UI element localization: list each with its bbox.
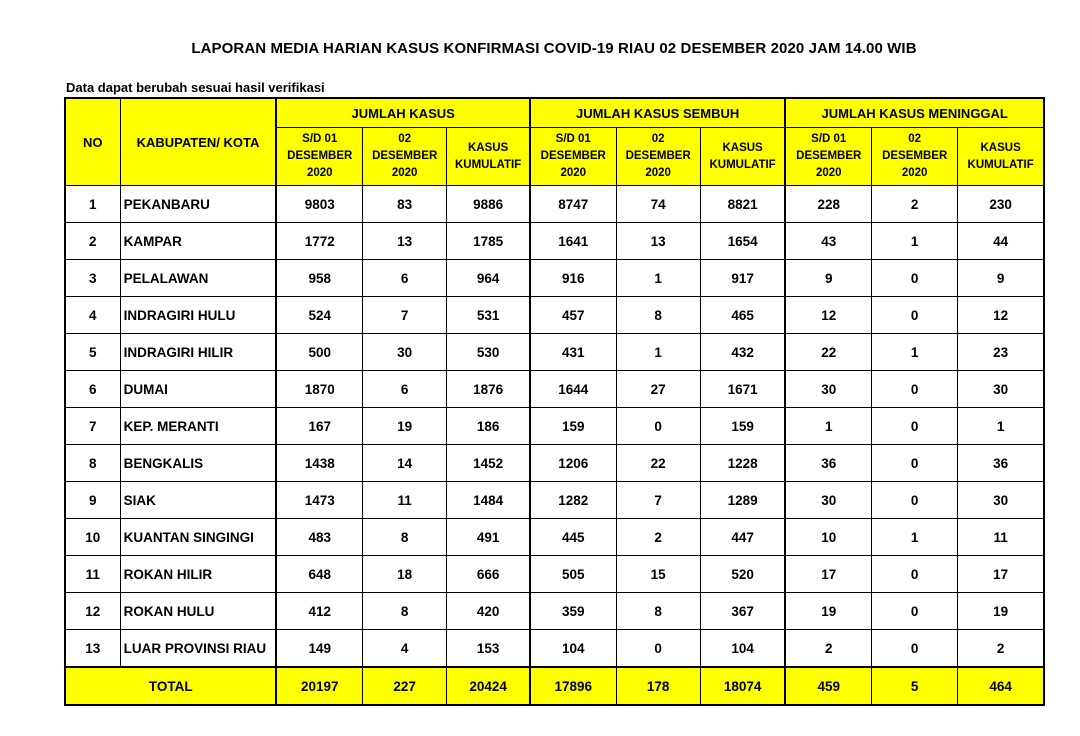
row-kasus-sd: 9803 <box>276 186 362 223</box>
row-meninggal-kumulatif: 30 <box>958 371 1044 408</box>
row-kasus-day: 14 <box>363 445 447 482</box>
header-sembuh-day: 02 DESEMBER 2020 <box>616 128 700 186</box>
row-kasus-sd: 149 <box>276 630 362 668</box>
row-sembuh-kumulatif: 159 <box>700 408 785 445</box>
row-kasus-day: 18 <box>363 556 447 593</box>
row-kasus-day: 13 <box>363 223 447 260</box>
row-kasus-sd: 483 <box>276 519 362 556</box>
table-row <box>65 630 1044 668</box>
row-kabupaten: KEP. MERANTI <box>120 408 276 445</box>
row-kasus-day: 11 <box>363 482 447 519</box>
row-meninggal-day: 0 <box>872 260 958 297</box>
row-kasus-day: 4 <box>363 630 447 668</box>
total-sembuh-kumulatif: 18074 <box>700 667 785 705</box>
row-meninggal-day: 1 <box>872 519 958 556</box>
row-kasus-sd: 167 <box>276 408 362 445</box>
verification-note: Data dapat berubah sesuai hasil verifikasi <box>66 80 325 95</box>
row-sembuh-kumulatif: 1671 <box>700 371 785 408</box>
row-no: 3 <box>65 260 120 297</box>
row-meninggal-kumulatif: 17 <box>958 556 1044 593</box>
row-meninggal-sd: 1 <box>785 408 871 445</box>
header-no: NO <box>65 98 120 186</box>
row-sembuh-day: 15 <box>616 556 700 593</box>
header-kasus-kumulatif: KASUS KUMULATIF <box>447 128 530 186</box>
row-meninggal-sd: 36 <box>785 445 871 482</box>
row-kasus-sd: 1772 <box>276 223 362 260</box>
row-kabupaten: SIAK <box>120 482 276 519</box>
row-no: 8 <box>65 445 120 482</box>
row-sembuh-kumulatif: 917 <box>700 260 785 297</box>
row-sembuh-day: 0 <box>616 408 700 445</box>
row-meninggal-kumulatif: 2 <box>958 630 1044 668</box>
row-sembuh-sd: 359 <box>530 593 616 630</box>
row-kasus-kumulatif: 153 <box>447 630 530 668</box>
row-meninggal-sd: 12 <box>785 297 871 334</box>
row-kasus-kumulatif: 491 <box>447 519 530 556</box>
header-meninggal-day: 02 DESEMBER 2020 <box>872 128 958 186</box>
row-kasus-day: 7 <box>363 297 447 334</box>
row-kabupaten: PELALAWAN <box>120 260 276 297</box>
row-sembuh-kumulatif: 8821 <box>700 186 785 223</box>
row-kasus-kumulatif: 531 <box>447 297 530 334</box>
row-meninggal-kumulatif: 30 <box>958 482 1044 519</box>
row-kasus-kumulatif: 420 <box>447 593 530 630</box>
row-sembuh-kumulatif: 1289 <box>700 482 785 519</box>
row-meninggal-kumulatif: 36 <box>958 445 1044 482</box>
row-kabupaten: INDRAGIRI HULU <box>120 297 276 334</box>
row-meninggal-sd: 30 <box>785 371 871 408</box>
row-meninggal-kumulatif: 230 <box>958 186 1044 223</box>
row-sembuh-kumulatif: 104 <box>700 630 785 668</box>
row-no: 11 <box>65 556 120 593</box>
total-sembuh-sd: 17896 <box>530 667 616 705</box>
row-no: 4 <box>65 297 120 334</box>
row-meninggal-sd: 228 <box>785 186 871 223</box>
row-meninggal-kumulatif: 11 <box>958 519 1044 556</box>
header-sembuh-kumulatif: KASUS KUMULATIF <box>700 128 785 186</box>
row-sembuh-sd: 1641 <box>530 223 616 260</box>
table-body <box>65 186 1044 706</box>
row-no: 13 <box>65 630 120 668</box>
row-kasus-kumulatif: 1452 <box>447 445 530 482</box>
row-meninggal-sd: 10 <box>785 519 871 556</box>
header-meninggal-kumulatif: KASUS KUMULATIF <box>958 128 1044 186</box>
table-row <box>65 186 1044 223</box>
total-kasus-sd: 20197 <box>276 667 362 705</box>
total-meninggal-kumulatif: 464 <box>958 667 1044 705</box>
row-sembuh-kumulatif: 520 <box>700 556 785 593</box>
row-sembuh-day: 1 <box>616 334 700 371</box>
row-sembuh-kumulatif: 1654 <box>700 223 785 260</box>
row-sembuh-day: 27 <box>616 371 700 408</box>
row-meninggal-day: 0 <box>872 593 958 630</box>
covid-report-table <box>64 97 1045 706</box>
row-sembuh-kumulatif: 367 <box>700 593 785 630</box>
row-sembuh-day: 74 <box>616 186 700 223</box>
row-meninggal-kumulatif: 9 <box>958 260 1044 297</box>
row-kasus-day: 6 <box>363 371 447 408</box>
row-no: 10 <box>65 519 120 556</box>
row-kabupaten: ROKAN HULU <box>120 593 276 630</box>
table-row <box>65 482 1044 519</box>
row-sembuh-sd: 457 <box>530 297 616 334</box>
table-row <box>65 593 1044 630</box>
report-title: LAPORAN MEDIA HARIAN KASUS KONFIRMASI COVID-19 RIAU 02 DESEMBER 2020 JAM 14.00 WIB <box>191 40 917 57</box>
header-kasus-sd: S/D 01 DESEMBER 2020 <box>276 128 362 186</box>
row-no: 9 <box>65 482 120 519</box>
row-sembuh-sd: 445 <box>530 519 616 556</box>
row-meninggal-day: 0 <box>872 630 958 668</box>
table-row <box>65 445 1044 482</box>
table-row <box>65 519 1044 556</box>
header-kasus-day: 02 DESEMBER 2020 <box>363 128 447 186</box>
row-meninggal-sd: 9 <box>785 260 871 297</box>
row-kasus-sd: 1870 <box>276 371 362 408</box>
row-kasus-day: 19 <box>363 408 447 445</box>
header-sembuh-sd: S/D 01 DESEMBER 2020 <box>530 128 616 186</box>
row-kabupaten: PEKANBARU <box>120 186 276 223</box>
row-meninggal-sd: 22 <box>785 334 871 371</box>
row-sembuh-sd: 505 <box>530 556 616 593</box>
row-kasus-day: 8 <box>363 519 447 556</box>
row-sembuh-sd: 1282 <box>530 482 616 519</box>
row-sembuh-day: 7 <box>616 482 700 519</box>
header-meninggal-sd: S/D 01 DESEMBER 2020 <box>785 128 871 186</box>
table-row <box>65 334 1044 371</box>
row-kasus-kumulatif: 186 <box>447 408 530 445</box>
table-row <box>65 260 1044 297</box>
row-sembuh-day: 22 <box>616 445 700 482</box>
header-jumlah-kasus: JUMLAH KASUS <box>276 98 530 128</box>
row-no: 5 <box>65 334 120 371</box>
row-meninggal-day: 2 <box>872 186 958 223</box>
header-jumlah-meninggal: JUMLAH KASUS MENINGGAL <box>785 98 1044 128</box>
row-meninggal-kumulatif: 19 <box>958 593 1044 630</box>
row-sembuh-day: 1 <box>616 260 700 297</box>
total-kasus-day: 227 <box>363 667 447 705</box>
row-sembuh-sd: 104 <box>530 630 616 668</box>
row-kabupaten: LUAR PROVINSI RIAU <box>120 630 276 668</box>
row-meninggal-day: 0 <box>872 556 958 593</box>
row-sembuh-day: 13 <box>616 223 700 260</box>
row-sembuh-sd: 159 <box>530 408 616 445</box>
row-kasus-kumulatif: 1785 <box>447 223 530 260</box>
row-no: 12 <box>65 593 120 630</box>
table-row <box>65 556 1044 593</box>
row-kasus-kumulatif: 1876 <box>447 371 530 408</box>
total-sembuh-day: 178 <box>616 667 700 705</box>
row-sembuh-sd: 1206 <box>530 445 616 482</box>
row-meninggal-sd: 30 <box>785 482 871 519</box>
row-kasus-sd: 958 <box>276 260 362 297</box>
row-meninggal-day: 1 <box>872 334 958 371</box>
row-meninggal-day: 0 <box>872 408 958 445</box>
row-sembuh-day: 8 <box>616 297 700 334</box>
row-meninggal-kumulatif: 44 <box>958 223 1044 260</box>
row-meninggal-kumulatif: 1 <box>958 408 1044 445</box>
row-kabupaten: KUANTAN SINGINGI <box>120 519 276 556</box>
row-meninggal-kumulatif: 12 <box>958 297 1044 334</box>
row-sembuh-kumulatif: 465 <box>700 297 785 334</box>
row-meninggal-day: 0 <box>872 371 958 408</box>
total-meninggal-sd: 459 <box>785 667 871 705</box>
row-meninggal-sd: 19 <box>785 593 871 630</box>
row-sembuh-kumulatif: 1228 <box>700 445 785 482</box>
row-no: 2 <box>65 223 120 260</box>
row-kasus-sd: 500 <box>276 334 362 371</box>
row-sembuh-sd: 916 <box>530 260 616 297</box>
row-kasus-sd: 412 <box>276 593 362 630</box>
row-kasus-kumulatif: 530 <box>447 334 530 371</box>
table-row <box>65 408 1044 445</box>
row-kasus-kumulatif: 9886 <box>447 186 530 223</box>
row-kasus-day: 83 <box>363 186 447 223</box>
row-meninggal-sd: 43 <box>785 223 871 260</box>
row-sembuh-kumulatif: 432 <box>700 334 785 371</box>
row-meninggal-sd: 2 <box>785 630 871 668</box>
row-meninggal-day: 0 <box>872 482 958 519</box>
row-kasus-day: 8 <box>363 593 447 630</box>
row-kabupaten: DUMAI <box>120 371 276 408</box>
row-meninggal-day: 1 <box>872 223 958 260</box>
row-kabupaten: BENGKALIS <box>120 445 276 482</box>
row-sembuh-day: 2 <box>616 519 700 556</box>
row-kabupaten: ROKAN HILIR <box>120 556 276 593</box>
header-jumlah-sembuh: JUMLAH KASUS SEMBUH <box>530 98 786 128</box>
total-label: TOTAL <box>65 667 276 705</box>
total-kasus-kumulatif: 20424 <box>447 667 530 705</box>
row-sembuh-sd: 1644 <box>530 371 616 408</box>
header-kabupaten: KABUPATEN/ KOTA <box>120 98 276 186</box>
row-kasus-sd: 648 <box>276 556 362 593</box>
row-sembuh-day: 8 <box>616 593 700 630</box>
row-kasus-kumulatif: 666 <box>447 556 530 593</box>
table-row <box>65 371 1044 408</box>
header-row-groups <box>65 98 1044 128</box>
row-no: 6 <box>65 371 120 408</box>
row-kasus-day: 30 <box>363 334 447 371</box>
row-meninggal-day: 0 <box>872 297 958 334</box>
row-kasus-day: 6 <box>363 260 447 297</box>
row-kabupaten: INDRAGIRI HILIR <box>120 334 276 371</box>
row-sembuh-kumulatif: 447 <box>700 519 785 556</box>
total-meninggal-day: 5 <box>872 667 958 705</box>
table-row <box>65 297 1044 334</box>
table-row <box>65 223 1044 260</box>
row-kasus-sd: 1438 <box>276 445 362 482</box>
row-kasus-kumulatif: 1484 <box>447 482 530 519</box>
row-sembuh-day: 0 <box>616 630 700 668</box>
row-kasus-kumulatif: 964 <box>447 260 530 297</box>
total-row <box>65 667 1044 705</box>
row-meninggal-sd: 17 <box>785 556 871 593</box>
row-no: 7 <box>65 408 120 445</box>
row-meninggal-day: 0 <box>872 445 958 482</box>
row-sembuh-sd: 431 <box>530 334 616 371</box>
row-meninggal-kumulatif: 23 <box>958 334 1044 371</box>
row-sembuh-sd: 8747 <box>530 186 616 223</box>
row-kasus-sd: 524 <box>276 297 362 334</box>
row-no: 1 <box>65 186 120 223</box>
row-kabupaten: KAMPAR <box>120 223 276 260</box>
row-kasus-sd: 1473 <box>276 482 362 519</box>
